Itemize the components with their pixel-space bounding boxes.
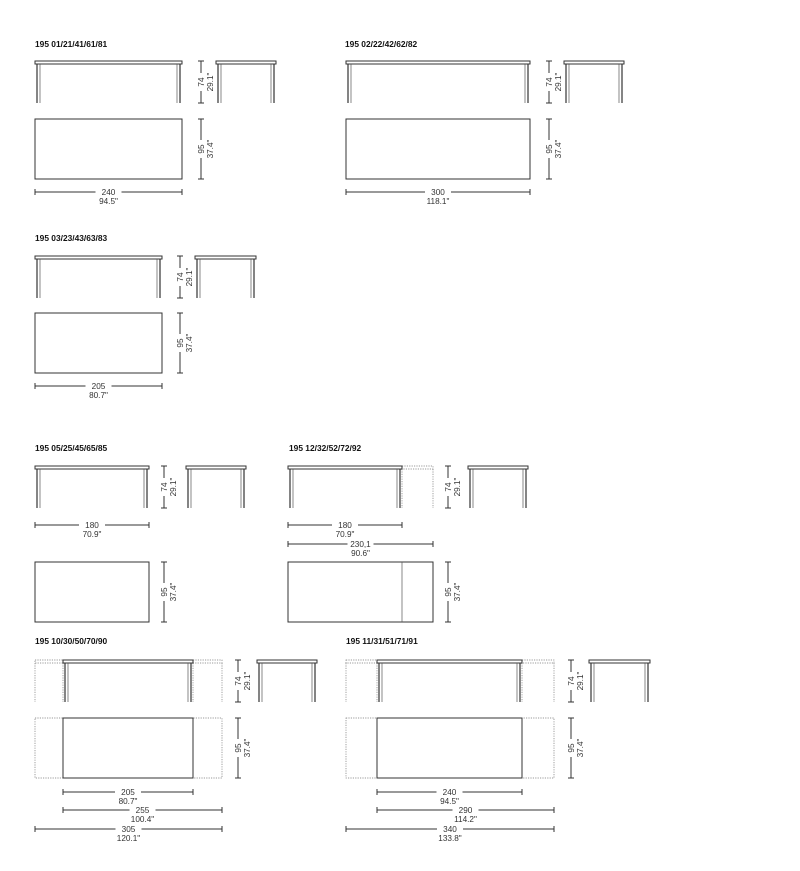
table-block [288, 443, 528, 622]
height-dimension-cm: 74 [176, 272, 185, 282]
width-dimension [35, 188, 182, 206]
height-dimension [176, 256, 194, 298]
model-code: 195 12/32/52/72/92 [289, 443, 362, 453]
plan-view [288, 562, 433, 622]
width-in: 94.5" [99, 197, 118, 206]
width-cm: 240 [101, 188, 116, 197]
side-elevation [589, 660, 650, 702]
width-dimension [346, 825, 554, 843]
model-code: 195 02/22/42/62/82 [345, 39, 418, 49]
depth-dimension-in: 37.4" [185, 333, 194, 353]
model-code: 195 10/30/50/70/90 [35, 636, 108, 646]
height-dimension [234, 660, 252, 702]
height-dimension [160, 466, 178, 508]
table-block [35, 443, 246, 622]
height-dimension-cm: 74 [160, 482, 169, 492]
width-in: 94.5" [440, 797, 459, 806]
width-dimension [346, 188, 530, 206]
height-dimension-in: 29.1" [169, 477, 178, 497]
extension-leaf-elevation [346, 660, 377, 702]
side-elevation [564, 61, 624, 103]
width-cm: 290 [458, 806, 473, 815]
width-in: 80.7" [118, 797, 138, 806]
width-cm: 205 [121, 788, 135, 797]
depth-dimension-cm: 95 [160, 587, 169, 597]
height-dimension [197, 61, 215, 103]
plan-view [35, 119, 182, 179]
table-top [63, 660, 193, 663]
plan-view [35, 313, 162, 373]
front-elevation [35, 466, 149, 508]
plan-view [35, 562, 149, 622]
width-cm: 300 [431, 188, 445, 197]
depth-dimension-in: 37.4" [554, 139, 563, 159]
depth-dimension-cm: 95 [567, 743, 576, 753]
extension-top [35, 660, 63, 663]
plan-view [377, 718, 522, 778]
width-cm: 205 [91, 382, 106, 391]
height-dimension-in: 29.1" [576, 671, 585, 691]
depth-dimension-in: 37.4" [206, 139, 215, 159]
table-top [186, 466, 246, 469]
height-dimension-cm: 74 [197, 77, 206, 87]
side-elevation [468, 466, 528, 508]
width-dimension [377, 788, 522, 806]
width-cm: 180 [85, 521, 99, 530]
model-code: 195 01/21/41/61/81 [35, 39, 108, 49]
width-cm: 255 [135, 806, 150, 815]
width-dimension [35, 825, 222, 843]
depth-dimension [444, 562, 462, 622]
model-code: 195 11/31/51/71/91 [346, 636, 418, 646]
front-elevation [35, 61, 182, 103]
extension-top [522, 660, 554, 663]
width-dimension [377, 806, 554, 824]
table-top [288, 466, 402, 469]
height-dimension-in: 29.1" [206, 72, 215, 92]
height-dimension-cm: 74 [234, 676, 243, 686]
table-top [377, 660, 522, 663]
width-cm: 305 [121, 825, 136, 834]
table-block [35, 233, 256, 400]
front-elevation [346, 61, 530, 103]
front-elevation [288, 466, 402, 508]
width-cm: 230,1 [350, 540, 371, 549]
width-in: 114.2" [454, 815, 477, 824]
side-elevation [257, 660, 317, 702]
height-dimension-in: 29.1" [453, 477, 462, 497]
depth-dimension-cm: 95 [234, 743, 243, 753]
front-elevation [35, 256, 162, 298]
width-in: 70.9" [82, 530, 102, 539]
width-dimension [35, 382, 162, 400]
width-in: 90.6" [351, 549, 370, 558]
width-dimension [288, 521, 402, 539]
height-dimension [567, 660, 585, 702]
height-dimension-in: 29.1" [185, 267, 194, 287]
table-block [35, 636, 317, 843]
height-dimension-cm: 74 [545, 77, 554, 87]
height-dimension-in: 29.1" [554, 72, 563, 92]
table-top [35, 61, 182, 64]
depth-dimension-in: 37.4" [243, 738, 252, 758]
table-top [564, 61, 624, 64]
depth-dimension-cm: 95 [176, 338, 185, 348]
height-dimension-in: 29.1" [243, 671, 252, 691]
table-top [216, 61, 276, 64]
depth-dimension-in: 37.4" [453, 582, 462, 602]
table-top [468, 466, 528, 469]
plan-view [346, 119, 530, 179]
depth-dimension [176, 313, 194, 373]
side-elevation [216, 61, 276, 103]
extension-leaf-elevation [522, 660, 554, 702]
side-elevation [186, 466, 246, 508]
width-in: 100.4" [130, 815, 155, 824]
depth-dimension-in: 37.4" [576, 738, 585, 758]
width-in: 120.1" [116, 834, 141, 843]
table-block [35, 39, 276, 206]
depth-dimension [197, 119, 215, 179]
width-cm: 240 [442, 788, 457, 797]
extension-top [402, 466, 433, 469]
width-in: 80.7" [89, 391, 108, 400]
extension-leaf-elevation [402, 466, 433, 508]
width-dimension [288, 540, 433, 558]
depth-dimension-cm: 95 [545, 144, 554, 154]
width-cm: 180 [338, 521, 352, 530]
height-dimension-cm: 74 [567, 676, 576, 686]
width-dimension [35, 521, 149, 539]
front-elevation [63, 660, 193, 702]
table-top [35, 256, 162, 259]
model-code: 195 03/23/43/63/83 [35, 233, 108, 243]
extension-top [193, 660, 222, 663]
depth-dimension [545, 119, 563, 179]
height-dimension-cm: 74 [444, 482, 453, 492]
extension-top [346, 660, 377, 663]
width-dimension [63, 788, 193, 806]
height-dimension [545, 61, 563, 103]
table-top [589, 660, 650, 663]
extension-leaf-elevation [193, 660, 222, 702]
width-in: 70.9" [335, 530, 355, 539]
table-block [346, 636, 650, 843]
front-elevation [377, 660, 522, 702]
width-cm: 340 [443, 825, 457, 834]
depth-dimension [160, 562, 178, 622]
width-in: 133.8" [438, 834, 462, 843]
height-dimension [444, 466, 462, 508]
width-dimension [63, 806, 222, 824]
depth-dimension [234, 718, 252, 778]
extension-leaf-elevation [35, 660, 63, 702]
depth-dimension-cm: 95 [444, 587, 453, 597]
table-top [257, 660, 317, 663]
width-in: 118.1" [426, 197, 450, 206]
side-elevation [195, 256, 256, 298]
depth-dimension-in: 37.4" [169, 582, 178, 602]
table-top [35, 466, 149, 469]
depth-dimension [567, 718, 585, 778]
depth-dimension-cm: 95 [197, 144, 206, 154]
table-top [195, 256, 256, 259]
model-code: 195 05/25/45/65/85 [35, 443, 108, 453]
plan-view [63, 718, 193, 778]
table-top [346, 61, 530, 64]
table-block [345, 39, 624, 206]
